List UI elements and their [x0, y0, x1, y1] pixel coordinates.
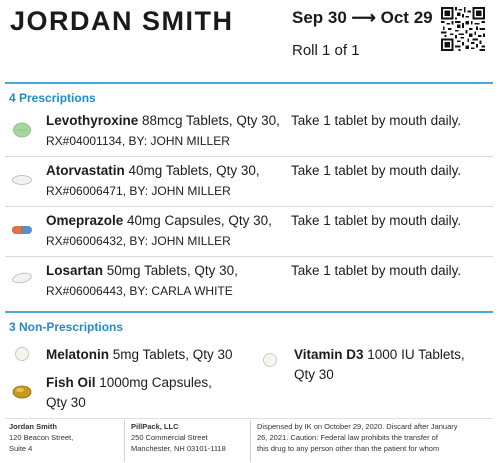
- prescription-name: [46, 163, 260, 178]
- drug-detail: 1000 IU Tablets,: [363, 347, 465, 362]
- round-tablet-icon: [259, 352, 281, 368]
- patient-address-line: Suite 4: [9, 444, 33, 453]
- drug-detail: 40mg Capsules, Qty 30,: [123, 213, 272, 228]
- patient-address: [9, 421, 73, 454]
- drug-name: Losartan: [46, 263, 104, 278]
- patient-name: JORDAN SMITH: [10, 6, 234, 36]
- prescription-row: [5, 157, 493, 207]
- date-range: Sep 30 ⟶ Oct 29: [292, 8, 433, 27]
- prescriptions-heading: 4 Prescriptions: [9, 91, 96, 105]
- drug-name: Atorvastatin: [46, 163, 125, 178]
- footer-divider: [5, 418, 493, 419]
- otc-item: [46, 373, 212, 413]
- capsule-icon: [10, 222, 38, 238]
- section-divider: [5, 82, 493, 84]
- drug-detail-cont: Qty 30: [294, 367, 334, 382]
- footer-separator: [250, 420, 251, 462]
- dispensing-notice: [257, 421, 495, 454]
- otc-item: [294, 345, 465, 385]
- qr-code-icon: [441, 7, 485, 51]
- directions: Take 1 tablet by mouth daily.: [291, 263, 462, 278]
- drug-detail: 1000mg Capsules,: [95, 375, 212, 390]
- round-tablet-icon: [10, 120, 38, 140]
- patient-address-line: 120 Beacon Street,: [9, 433, 74, 442]
- non-prescriptions-heading: 3 Non-Prescriptions: [9, 320, 124, 334]
- rx-number: RX#06006443, BY: CARLA WHITE: [46, 284, 233, 298]
- otc-item: [46, 345, 233, 365]
- drug-detail-cont: Qty 30: [46, 395, 86, 410]
- rx-number: RX#04001134, BY: JOHN MILLER: [46, 134, 230, 148]
- drug-name: Fish Oil: [46, 375, 96, 390]
- drug-detail: 5mg Tablets, Qty 30: [109, 347, 233, 362]
- oval-tablet-icon: [10, 172, 38, 188]
- pharmacy-name: PillPack, LLC: [131, 422, 179, 431]
- directions: Take 1 tablet by mouth daily.: [291, 163, 462, 178]
- drug-name: Melatonin: [46, 347, 109, 362]
- prescription-row: [5, 257, 493, 307]
- pharmacy-address-line: 250 Commercial Street: [131, 433, 208, 442]
- notice-line: Dispensed by IK on October 29, 2020. Discard after January: [257, 422, 458, 431]
- rx-number: RX#06006432, BY: JOHN MILLER: [46, 234, 231, 248]
- prescription-name: [46, 213, 272, 228]
- drug-name: Omeprazole: [46, 213, 124, 228]
- oval-tablet-icon: [10, 270, 38, 286]
- directions: Take 1 tablet by mouth daily.: [291, 113, 462, 128]
- section-divider: [5, 311, 493, 313]
- drug-name: Vitamin D3: [294, 347, 364, 362]
- drug-detail: 50mg Tablets, Qty 30,: [103, 263, 238, 278]
- pharmacy-address-line: Manchester, NH 03101-1118: [131, 444, 226, 453]
- label-header: [0, 0, 500, 80]
- prescription-name: [46, 113, 280, 128]
- patient-address-name: Jordan Smith: [9, 422, 57, 431]
- footer-separator: [124, 420, 125, 462]
- pharmacy-address: [131, 421, 226, 454]
- directions: Take 1 tablet by mouth daily.: [291, 213, 462, 228]
- rx-number: RX#06006471, BY: JOHN MILLER: [46, 184, 231, 198]
- drug-detail: 40mg Tablets, Qty 30,: [124, 163, 260, 178]
- notice-line: this drug to any person other than the patient for whom: [257, 444, 440, 453]
- drug-detail: 88mcg Tablets, Qty 30,: [138, 113, 280, 128]
- prescription-row: [5, 207, 493, 257]
- prescription-row: [5, 107, 493, 157]
- roll-count: Roll 1 of 1: [292, 42, 360, 59]
- round-tablet-icon: [11, 346, 33, 362]
- drug-name: Levothyroxine: [46, 113, 139, 128]
- prescription-name: [46, 263, 238, 278]
- notice-line: 26, 2021. Caution: Federal law prohibits the transfer of: [257, 433, 438, 442]
- softgel-icon: [10, 383, 34, 401]
